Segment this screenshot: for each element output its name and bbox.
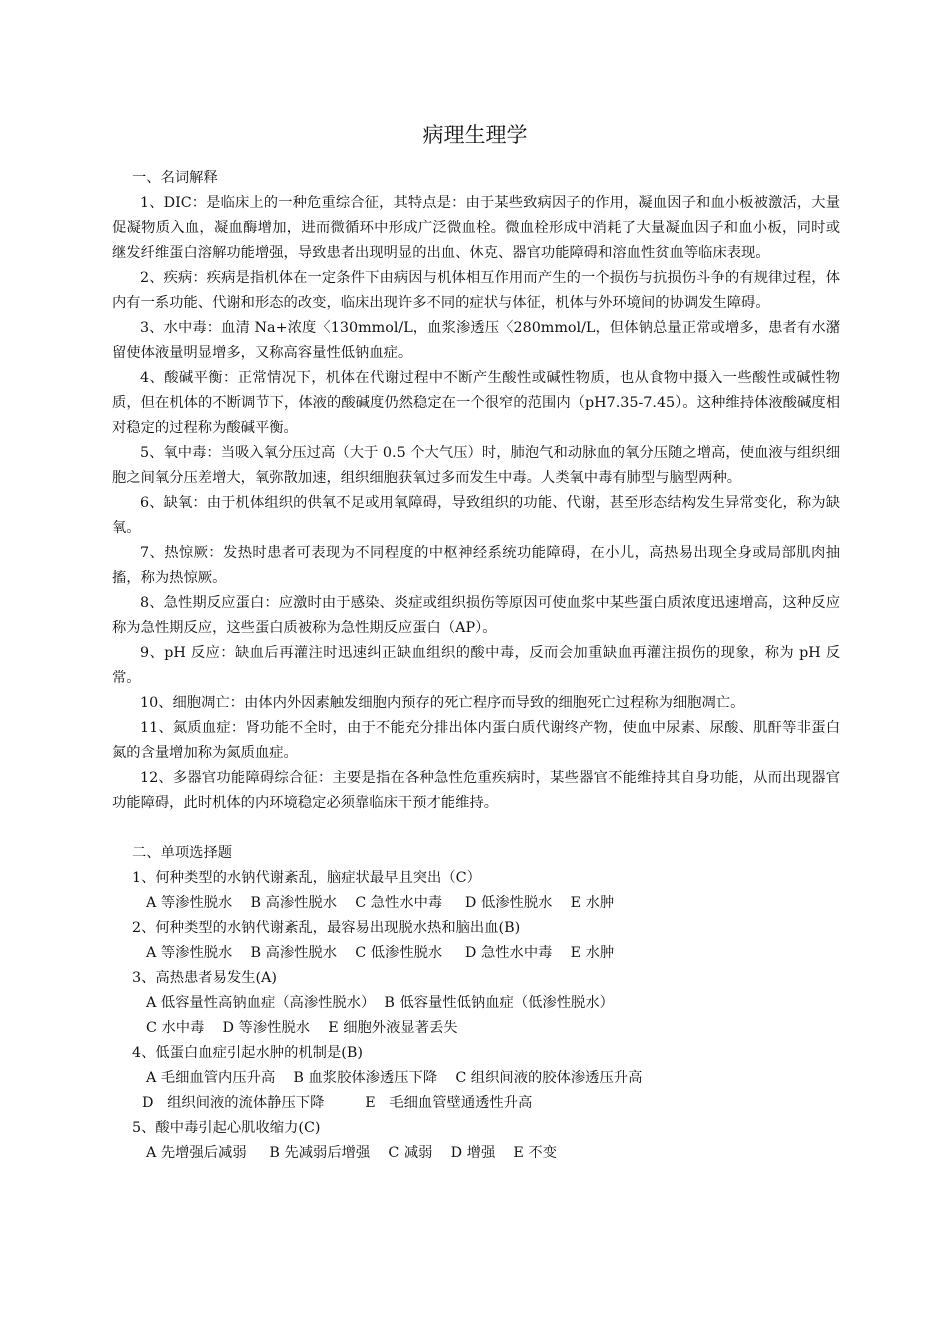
definition-item: 7、热惊厥：发热时患者可表现为不同程度的中枢神经系统功能障碍，在小儿，高热易出现全身或局部肌肉抽搐，称为热惊厥。 <box>112 545 840 586</box>
definition-item: 3、水中毒：血清 Na+浓度〈130mmol/L，血浆渗透压〈280mmol/L，但体钠总量正常或增多，患者有水潴留使体液量明显增多，又称高容量性低钠血症。 <box>112 320 840 361</box>
section-heading-definitions: 一、名词解释 <box>132 170 218 186</box>
definition-item: 10、细胞凋亡：由体内外因素触发细胞内预存的死亡程序而导致的细胞死亡过程称为细胞凋亡。 <box>140 695 745 711</box>
question-options: A 先增强后减弱 B 先减弱后增强 C 减弱 D 增强 E 不变 <box>146 1145 557 1161</box>
question-options: D 组织间液的流体静压下降 E 毛细血管壁通透性升高 <box>142 1095 533 1111</box>
section-spacer <box>112 816 840 841</box>
question-options: A 等渗性脱水 B 高渗性脱水 C 急性水中毒 D 低渗性脱水 E 水肿 <box>146 895 615 911</box>
question-options: A 等渗性脱水 B 高渗性脱水 C 低渗性脱水 D 急性水中毒 E 水肿 <box>146 945 615 961</box>
definition-item: 2、疾病：疾病是指机体在一定条件下由病因与机体相互作用而产生的一个损伤与抗损伤斗争的有规律过程，体内有一系功能、代谢和形态的改变，临床出现许多不同的症状与体征，机体与外环境间的协调发生障碍。 <box>112 270 840 311</box>
question-options: A 低容量性高钠血症（高渗性脱水） B 低容量性低钠血症（低渗性脱水） <box>146 995 614 1011</box>
question-stem: 5、酸中毒引起心肌收缩力(C) <box>132 1120 321 1136</box>
document-body <box>112 166 840 1166</box>
question-stem: 4、低蛋白血症引起水肿的机制是(B) <box>132 1045 363 1061</box>
document-title: 病理生理学 <box>422 123 528 147</box>
definition-item: 6、缺氧：由于机体组织的供氧不足或用氧障碍，导致组织的功能、代谢，甚至形态结构发生异常变化，称为缺氧。 <box>112 495 840 536</box>
definition-item: 12、多器官功能障碍综合征：主要是指在各种急性危重疾病时，某些器官不能维持其自身功能，从而出现器官功能障碍，此时机体的内环境稳定必须靠临床干预才能维持。 <box>112 770 840 811</box>
definition-item: 9、pH 反应：缺血后再灌注时迅速纠正缺血组织的酸中毒，反而会加重缺血再灌注损伤的现象，称为 pH 反常。 <box>112 645 840 686</box>
definition-item: 1、DIC：是临床上的一种危重综合征，其特点是：由于某些致病因子的作用，凝血因子和血小板被激活，大量促凝物质入血，凝血酶增加，进而微循环中形成广泛微血栓。微血栓形成中消耗了大量凝血因子和血小板，同时或继发纤维蛋白溶解功能增强，导致患者出现明显的出血、休克、器官功能障碍和溶血性贫血等临床表现。 <box>112 195 840 261</box>
definition-item: 11、氮质血症：肾功能不全时，由于不能充分排出体内蛋白质代谢终产物，使血中尿素、尿酸、肌酐等非蛋白氮的含量增加称为氮质血症。 <box>112 720 840 761</box>
question-options: A 毛细血管内压升高 B 血浆胶体渗透压下降 C 组织间液的胶体渗透压升高 <box>146 1070 643 1086</box>
question-stem: 1、何种类型的水钠代谢紊乱，脑症状最早且突出（C） <box>132 870 481 886</box>
question-options: C 水中毒 D 等渗性脱水 E 细胞外液显著丢失 <box>146 1020 458 1036</box>
definition-item: 5、氧中毒：当吸入氧分压过高（大于 0.5 个大气压）时，肺泡气和动脉血的氧分压随之增高，使血液与组织细胞之间氧分压差增大，氧弥散加速，组织细胞获氧过多而发生中毒。人类氧中毒有肺型与脑型两种。 <box>112 445 840 486</box>
section-heading-choice: 二、单项选择题 <box>132 845 233 861</box>
definition-item: 4、酸碱平衡：正常情况下，机体在代谢过程中不断产生酸性或碱性物质，也从食物中摄入一些酸性或碱性物质，但在机体的不断调节下，体液的酸碱度仍然稳定在一个很窄的范围内（pH7.35-7.45）。这种维持体液酸碱度相对稳定的过程称为酸碱平衡。 <box>112 370 840 436</box>
definition-item: 8、急性期反应蛋白：应激时由于感染、炎症或组织损伤等原因可使血浆中某些蛋白质浓度迅速增高，这种反应称为急性期反应，这些蛋白质被称为急性期反应蛋白（AP）。 <box>112 595 840 636</box>
question-stem: 2、何种类型的水钠代谢紊乱，最容易出现脱水热和脑出血(B) <box>132 920 521 936</box>
question-stem: 3、高热患者易发生(A) <box>132 970 277 986</box>
